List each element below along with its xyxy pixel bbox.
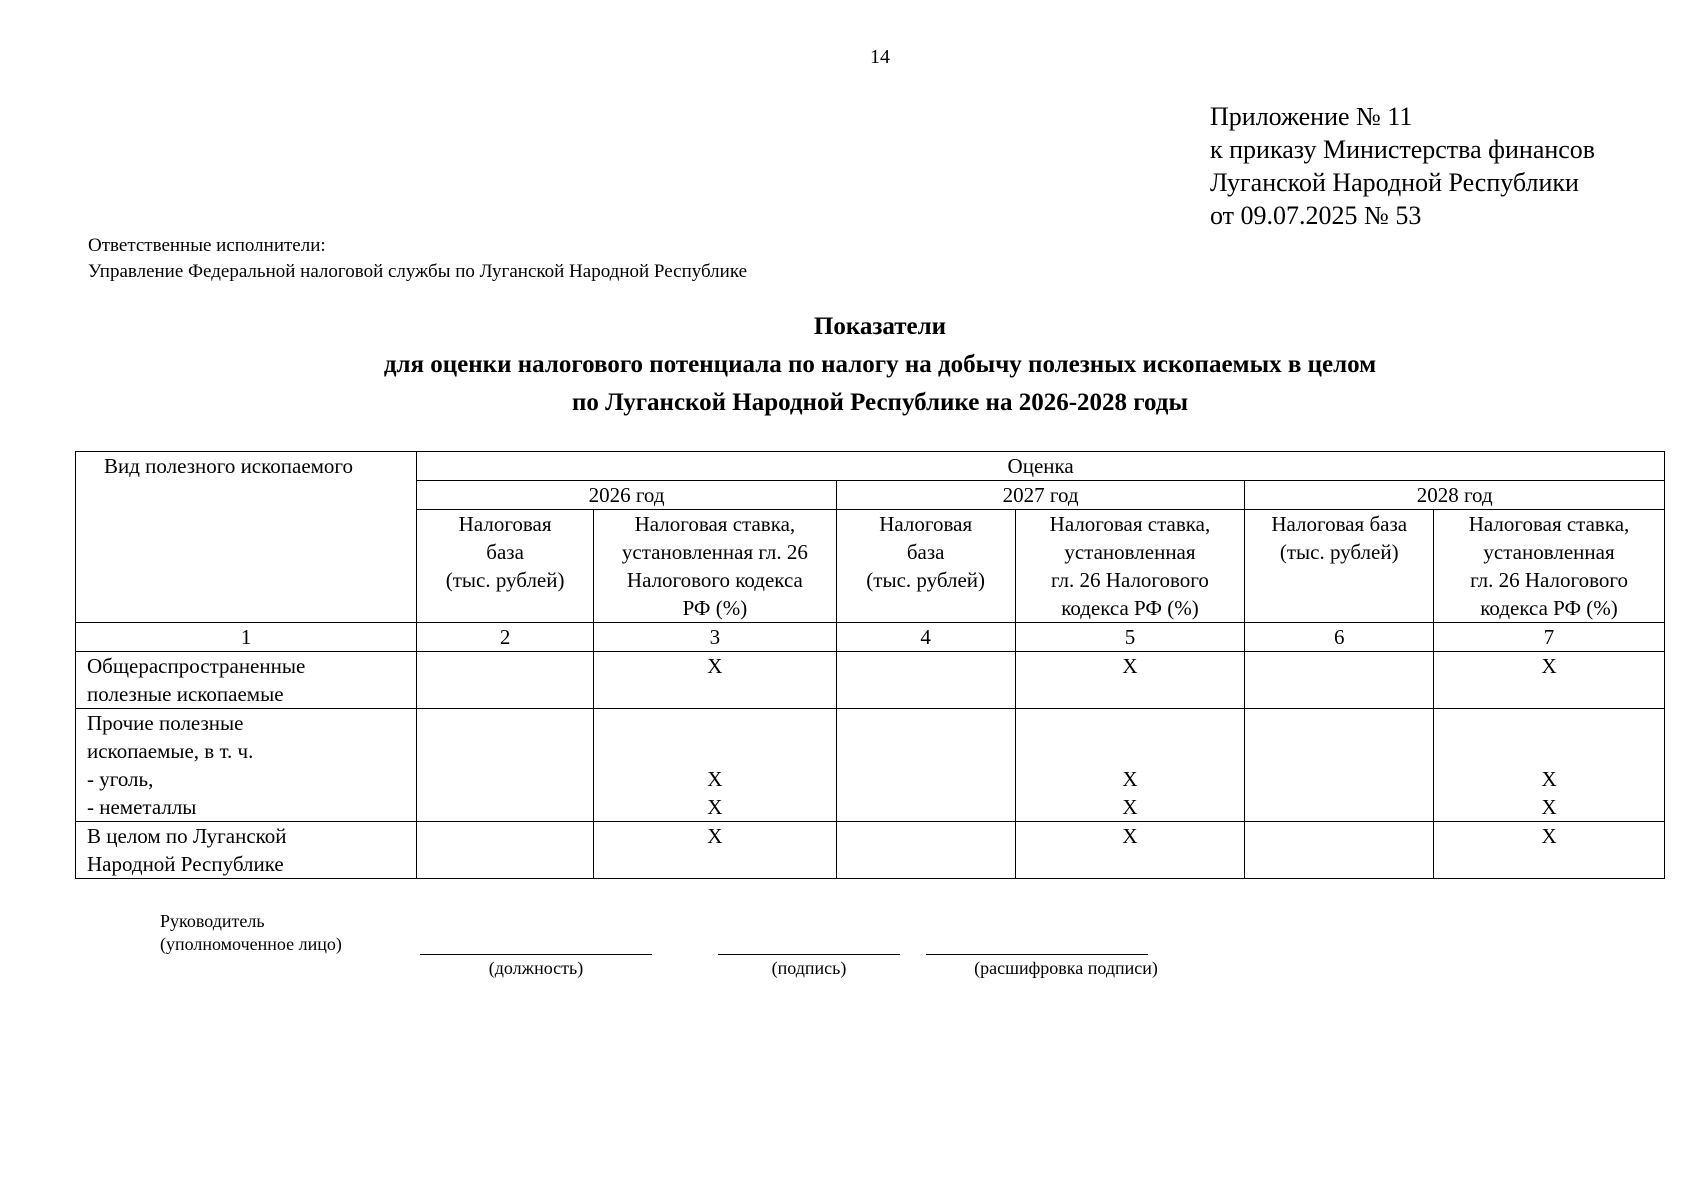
x-mark: X [1541,824,1557,848]
cell-line [1438,709,1660,737]
document-title [0,308,1697,422]
table-cell [1245,652,1434,709]
cell-line: Общераспространенные [87,654,306,678]
header-year-2027: 2027 год [836,481,1245,510]
cell-line: (тыс. рублей) [1279,540,1399,564]
title-line-3: по Луганской Народной Республике на 2026-2028 годы [572,389,1188,416]
table-cell [1015,652,1245,709]
cell-line: Прочие полезные [87,711,244,735]
cell-line: установленная [1064,540,1196,564]
header-rate-2026 [593,510,836,623]
responsible-executors [88,233,747,285]
cell-line: Налоговая ставка, [1468,512,1630,536]
cell-line [598,709,832,737]
cell-line [1020,709,1241,737]
cell-line: кодекса РФ (%) [1480,596,1618,620]
cell-line: Налоговая база [1271,512,1408,536]
table-cell [1434,709,1665,822]
header-rate-2027 [1015,510,1245,623]
responsible-org: Управление Федеральной налоговой службы по Луганской Народной Республике [88,261,748,282]
column-number: 3 [593,623,836,652]
cell-line: (тыс. рублей) [445,568,565,592]
table-cell [836,709,1015,822]
table-row [76,652,1665,709]
appendix-date: от 09.07.2025 № 53 [1210,201,1422,230]
cell-line: Налогового кодекса [626,568,803,592]
cell-line: РФ (%) [682,596,748,620]
cell-line: Налоговая [458,512,552,536]
signature-caption: (подпись) [771,958,847,978]
cell-line: гл. 26 Налогового [1051,568,1209,592]
x-mark: X [1122,824,1138,848]
x-mark: X [1541,795,1557,819]
cell-line: - неметаллы [87,795,197,819]
cell-line: В целом по Луганской [87,824,287,848]
column-number: 7 [1434,623,1665,652]
signature-line [718,954,900,955]
cell-line: гл. 26 Налогового [1470,568,1628,592]
table-cell [417,652,594,709]
table-cell [1015,709,1245,822]
header-mineral-type: Вид полезного ископаемого [76,452,417,623]
decoding-caption: (расшифровка подписи) [974,958,1158,978]
page-number: 14 [870,46,890,68]
header-base-2027 [836,510,1015,623]
x-mark: X [707,824,723,848]
x-mark: X [1122,654,1138,678]
column-number: 5 [1015,623,1245,652]
column-number: 6 [1245,623,1434,652]
cell-line: установленная гл. 26 [621,540,808,564]
x-mark: X [707,767,723,791]
appendix-number: Приложение № 11 [1210,102,1413,131]
column-number: 4 [836,623,1015,652]
x-mark: X [1541,654,1557,678]
row-label-total [76,822,417,879]
cell-line: полезные ископаемые [87,682,284,706]
cell-line: - уголь, [87,767,154,791]
column-number-row [76,623,1665,652]
header-estimate: Оценка [417,452,1665,481]
cell-line: база [906,540,945,564]
x-mark: X [1122,767,1138,791]
decoding-line [926,954,1148,955]
x-mark: X [707,795,723,819]
cell-line: Налоговая ставка, [634,512,796,536]
indicators-table [75,451,1665,879]
table-cell [1434,652,1665,709]
table-cell [417,822,594,879]
cell-line [1020,737,1241,765]
header-rate-2028 [1434,510,1665,623]
appendix-republic: Луганской Народной Республики [1210,168,1579,197]
cell-line [598,737,832,765]
header-year-2026: 2026 год [417,481,837,510]
table-cell [1245,822,1434,879]
table-row [76,822,1665,879]
header-row-1 [76,452,1665,481]
x-mark: X [1122,795,1138,819]
title-line-2: для оценки налогового потенциала по налогу на добычу полезных ископаемых в целом [383,351,1377,378]
table-cell [417,709,594,822]
cell-line: база [486,540,524,564]
row-label-other-minerals [76,709,417,822]
signatory-title: Руководитель [160,911,265,931]
responsible-label: Ответственные исполнители: [88,235,326,256]
table-cell [1015,822,1245,879]
title-line-1: Показатели [813,313,947,340]
cell-line: (тыс. рублей) [866,568,986,592]
position-caption: (должность) [488,958,584,978]
table-cell [593,652,836,709]
header-base-2028 [1245,510,1434,623]
x-mark: X [707,654,723,678]
row-label-common-minerals [76,652,417,709]
cell-line: Налоговая ставка, [1049,512,1211,536]
cell-line: Налоговая [879,512,973,536]
cell-line: кодекса РФ (%) [1061,596,1199,620]
header-base-2026 [417,510,594,623]
signatory-label [160,910,400,956]
column-number: 1 [76,623,417,652]
x-mark: X [1541,767,1557,791]
column-number: 2 [417,623,594,652]
table-cell [836,652,1015,709]
header-year-2028: 2028 год [1245,481,1665,510]
table-cell [593,709,836,822]
table-row [76,709,1665,822]
table-cell [1434,822,1665,879]
table-cell [836,822,1015,879]
table-cell [1245,709,1434,822]
table-cell [593,822,836,879]
appendix-block [1210,100,1595,232]
signatory-subtitle: (уполномоченное лицо) [160,934,342,954]
appendix-order: к приказу Министерства финансов [1210,135,1596,164]
cell-line: установленная [1483,540,1615,564]
cell-line: ископаемые, в т. ч. [87,739,254,763]
cell-line [1438,737,1660,765]
cell-line: Народной Республике [87,852,284,876]
position-line [420,954,652,955]
